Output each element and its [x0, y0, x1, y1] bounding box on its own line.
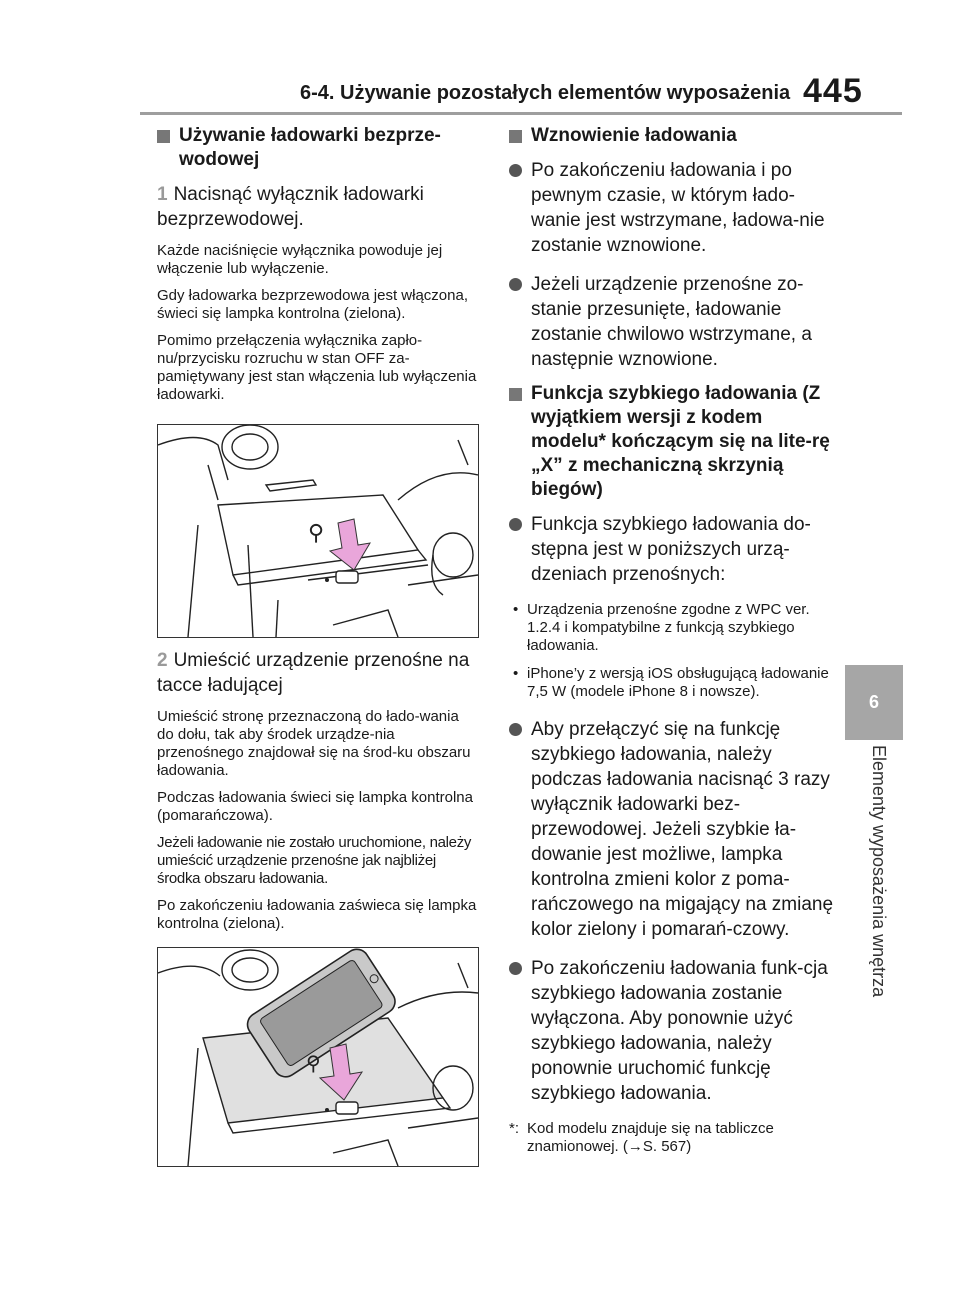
right-column: [509, 124, 839, 1156]
step-number: 1: [157, 184, 168, 205]
footnote: [509, 1120, 839, 1156]
note-text: Gdy ładowarka bezprzewodowa jest włączona, świeci się lampka kontrolna (zielona).: [157, 287, 468, 322]
step-number: 2: [157, 650, 168, 671]
chapter-tab-label: Elementy wyposażenia wnętrza: [869, 745, 889, 998]
step-2: [157, 648, 479, 698]
round-bullet-icon: [509, 164, 522, 177]
step-text: Nacisnąć wyłącznik ładowarki bezprzewodowej.: [157, 184, 424, 230]
svg-text:⚲: ⚲: [306, 1051, 321, 1075]
section-heading-wireless-charger: Używanie ładowarki bezprze-wodowej: [157, 124, 479, 172]
chapter-title: 6-4. Używanie pozostałych elementów wyposażenia: [300, 82, 791, 104]
sub-bullet-item: • Urządzenia przenośne zgodne z WPC ver. 1.2.4 i kompatybilne z funkcją szybkiego ładowania.: [513, 601, 810, 654]
bullet-item: Jeżeli urządzenie przenośne zo-stanie przesunięte, ładowanie zostanie chwilowo wstrzymane, a następnie wznowione.: [509, 272, 839, 372]
bullet-item: Po zakończeniu ładowania i po pewnym czasie, w którym łado-wanie jest wstrzymane, ładowa-nie zostanie wznowione.: [509, 158, 839, 258]
figure-charger-switch: [157, 424, 479, 638]
round-bullet-icon: [509, 962, 522, 975]
illustration-console-switch: [158, 425, 478, 637]
note-text: Każde naciśnięcie wyłącznika powoduje jej włączenie lub wyłączenie.: [157, 242, 443, 277]
small-bullet-icon: •: [513, 601, 519, 618]
footnote-text[interactable]: Kod modelu znajduje się na tabliczce znamionowej. (→S. 567): [527, 1120, 774, 1155]
footnote-mark: *:: [509, 1120, 520, 1137]
round-bullet-icon: [509, 723, 522, 736]
small-bullet-icon: •: [513, 665, 519, 682]
step-text: Umieścić urządzenie przenośne na tacce ładującej: [157, 650, 470, 696]
note-text: Podczas ładowania świeci się lampka kontrolna (pomarańczowa).: [157, 789, 473, 824]
round-bullet-icon: [509, 278, 522, 291]
section-heading-resume: Wznowienie ładowania: [509, 124, 839, 148]
left-column: [157, 124, 479, 1177]
figure-device-on-tray: [157, 947, 479, 1167]
step-1: [157, 182, 479, 232]
sub-bullet-item: • iPhone’y z wersją iOS obsługującą ładowanie 7,5 W (modele iPhone 8 i nowsze).: [513, 665, 829, 700]
note-text: Pomimo przełączenia wyłącznika zapło-nu/przycisku rozruchu w stan OFF za-pamiętywany jest stan włączenia lub wyłączenia ładowarki.: [157, 332, 477, 403]
square-bullet-icon: [157, 130, 170, 143]
bullet-item: Funkcja szybkiego ładowania do-stępna jest w poniższych urzą-dzeniach przenośnych:: [509, 512, 839, 587]
square-bullet-icon: [509, 130, 522, 143]
square-bullet-icon: [509, 388, 522, 401]
svg-text:⚲: ⚲: [308, 521, 325, 546]
round-bullet-icon: [509, 518, 522, 531]
note-text: Umieścić stronę przeznaczoną do łado-wania do dołu, tak aby środek urządze-nia przenośnego znajdował się na środ-ku obszaru ładowania.: [157, 708, 471, 779]
section-heading-fast-charge: Funkcja szybkiego ładowania (Z wyjątkiem wersji z kodem modelu* kończącym się na lite-rę „X” z mechaniczną skrzynią biegów): [509, 382, 839, 502]
page-number: 445: [803, 72, 863, 110]
chapter-tab[interactable]: 6: [845, 665, 903, 740]
note-text: Jeżeli ładowanie nie zostało uruchomione, należy umieścić urządzenie przenośne jak najbliżej środka obszaru ładowania.: [157, 834, 472, 887]
bullet-item: Aby przełączyć się na funkcję szybkiego ładowania, należy podczas ładowania nacisnąć 3 razy wyłącznik ładowarki bez-przewodowej. Jeżeli szybkie ła-dowanie jest możliwe, lampka kontrolna zmieni kolor z poma-rańczowego na migający na zmianę kolor zielony i pomarań-czowy.: [509, 717, 839, 942]
bullet-item: Po zakończeniu ładowania funk-cja szybkiego ładowania zostanie wyłączona. Aby ponownie użyć szybkiego ładowania, należy ponownie uruchomić funkcję szybkiego ładowania.: [509, 956, 839, 1106]
note-text: Po zakończeniu ładowania zaświeca się lampka kontrolna (zielona).: [157, 897, 477, 932]
illustration-phone-on-tray: [158, 948, 478, 1166]
header-divider: [140, 112, 902, 115]
